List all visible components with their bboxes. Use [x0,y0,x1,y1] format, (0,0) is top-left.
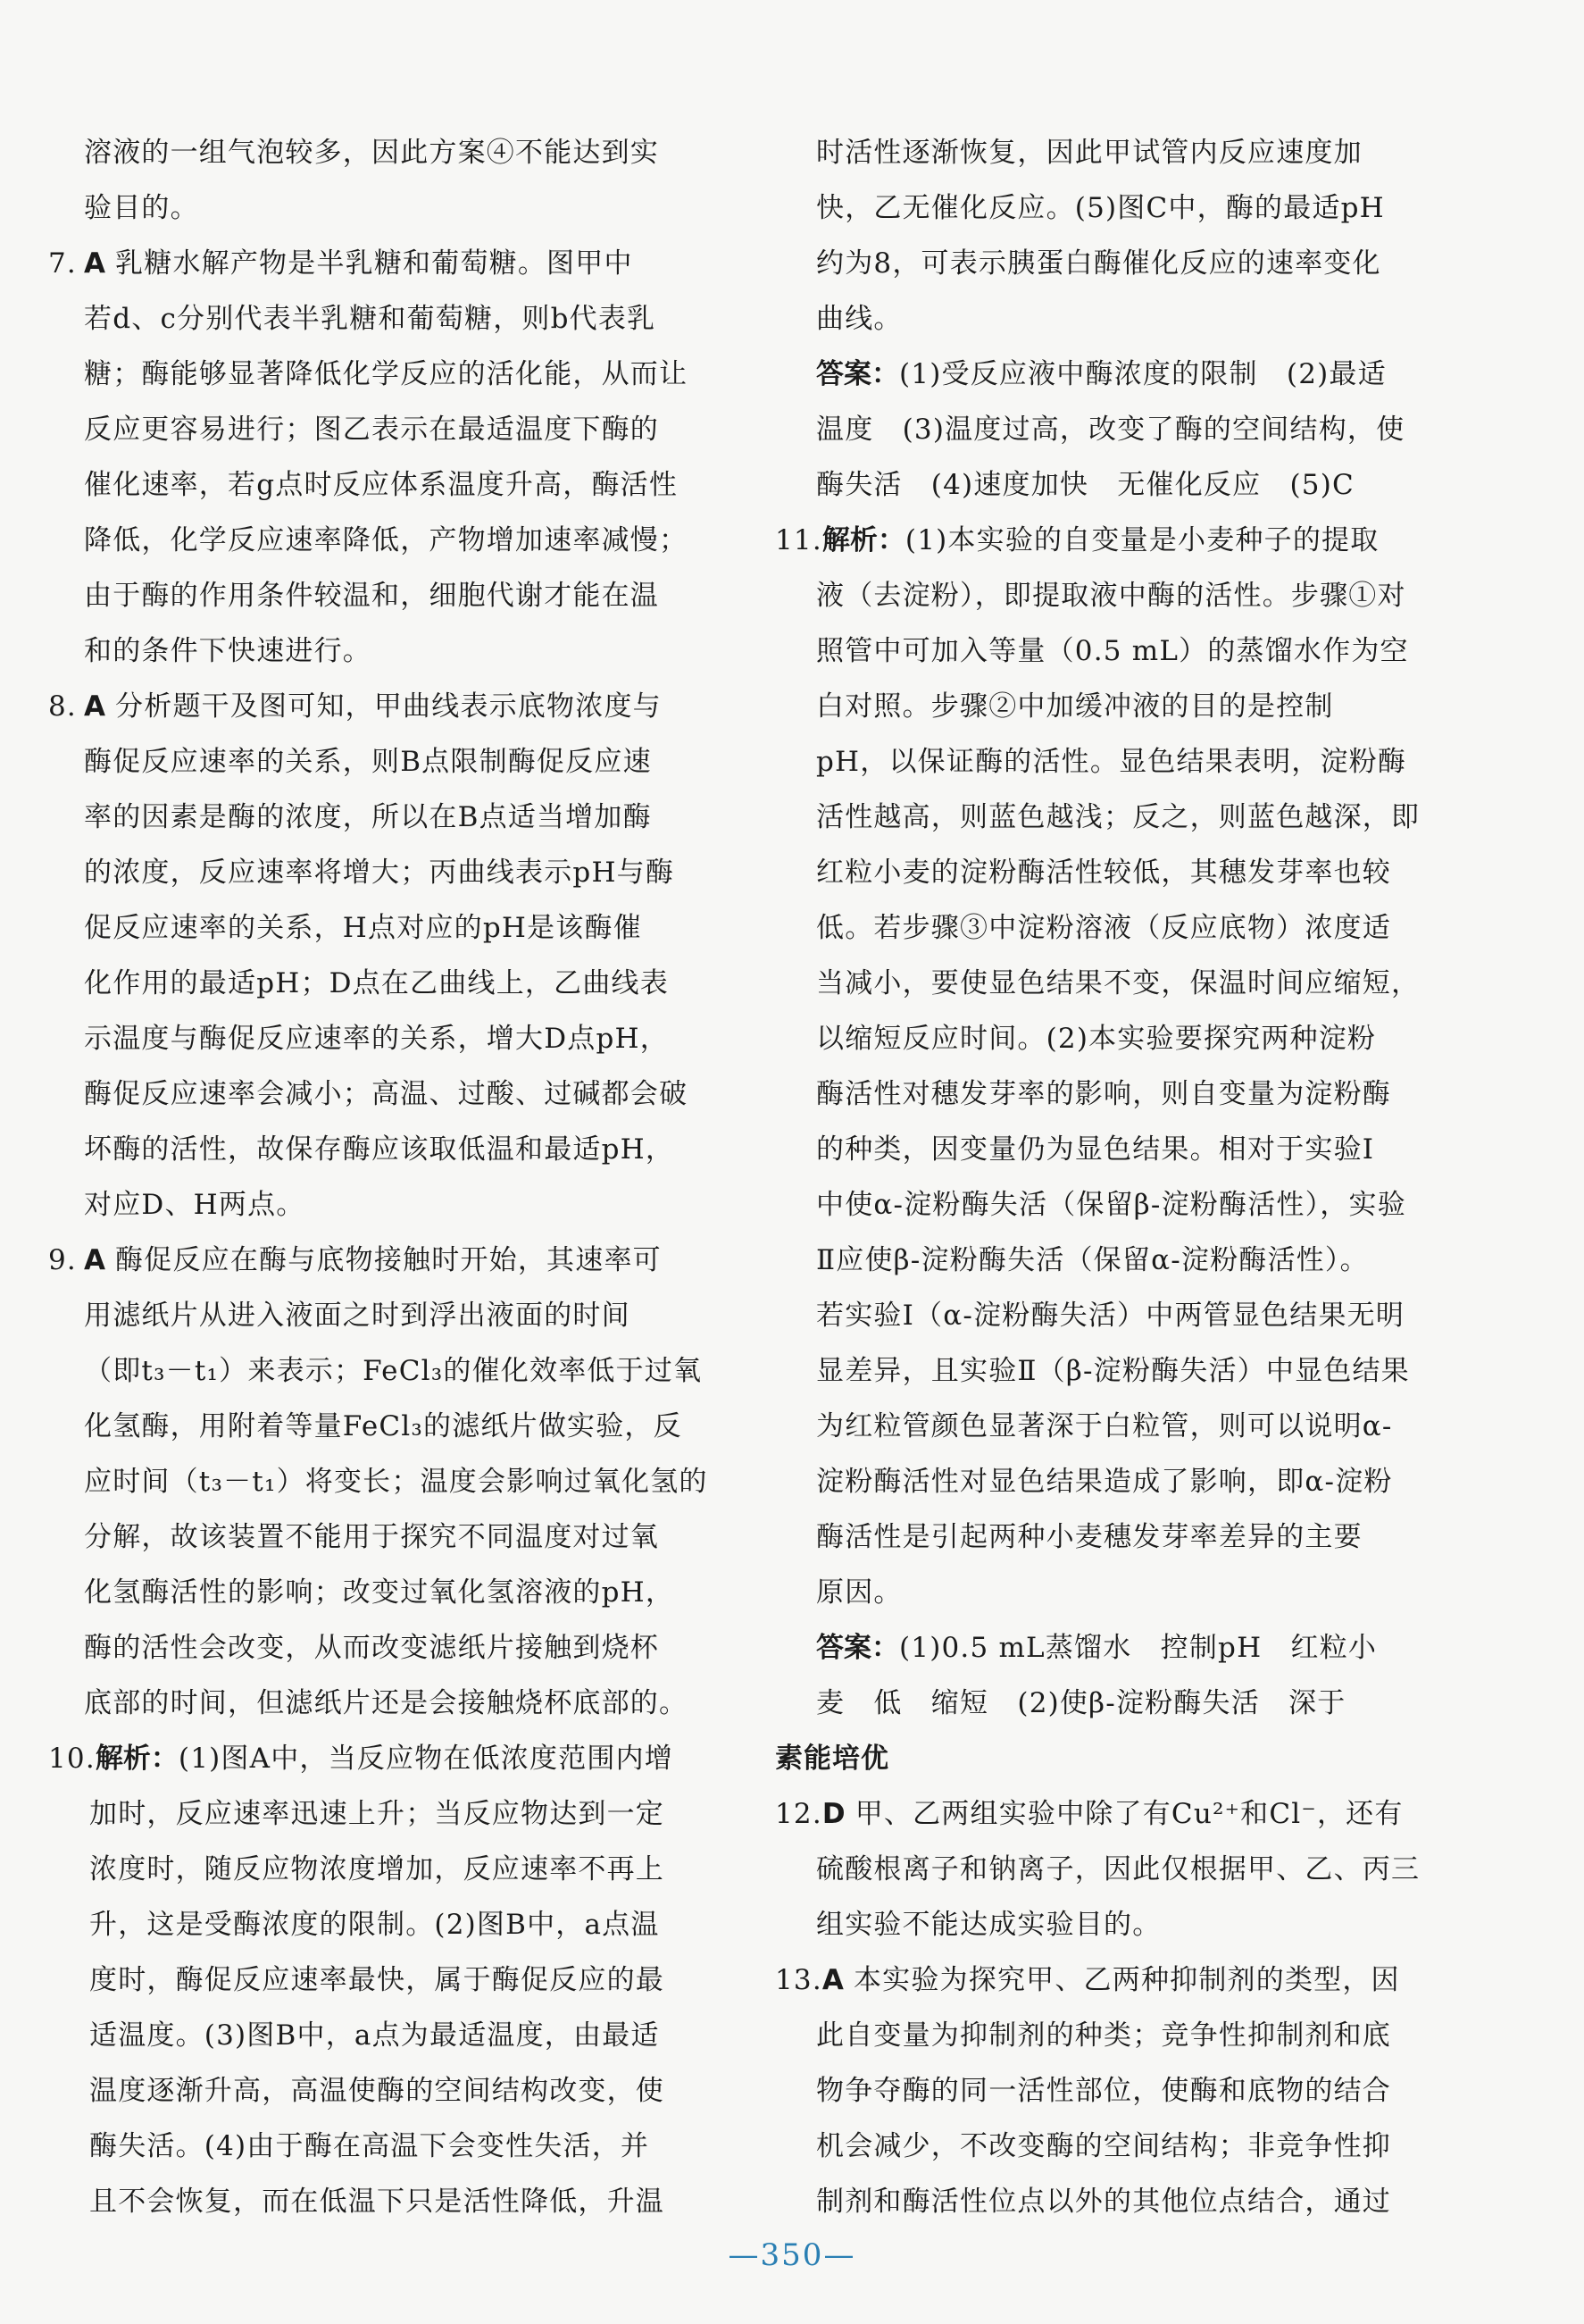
text-line [48,291,673,347]
text-line [775,2008,1400,2063]
line-text: 促反应速率的关系，H点对应的pH是该酶催 [84,912,642,944]
text-line [48,1454,708,1509]
line-text: 曲线。 [816,303,903,335]
line-text: 酶失活 (4)速度加快 无催化反应 (5)C [816,469,1355,501]
line-text: 硫酸根离子和钠离子，因此仅根据甲、乙、丙三 [816,1853,1421,1885]
text-line [775,568,1406,623]
line-text: 的浓度，反应速率将增大；丙曲线表示pH与酶 [84,857,675,889]
heading-text: 素能培优 [775,1743,889,1775]
line-text: 以缩短反应时间。(2)本实验要探究两种淀粉 [816,1023,1377,1055]
text-line [775,734,1407,790]
answer-label: 答案： [816,358,899,390]
line-text: 约为8，可表示胰蛋白酶催化反应的速率变化 [816,247,1381,280]
text-line [48,1897,673,1952]
text-line [775,1011,1400,1066]
line-text: 照管中可加入等量（0.5 mL）的蒸馏水作为空 [816,635,1409,667]
text-line [48,513,688,568]
line-text: 机会减少，不改变酶的空间结构；非竞争性抑 [816,2130,1391,2162]
line-text: Ⅱ应使β-淀粉酶失活（保留α-淀粉酶活性）。 [816,1244,1369,1276]
line-text: 若实验Ⅰ（α-淀粉酶失活）中两管显色结果无明 [816,1300,1405,1332]
text-line [48,402,673,457]
text-line [775,291,1400,347]
text-line [775,1177,1406,1233]
line-text: 用滤纸片从进入液面之时到浮出液面的时间 [84,1300,630,1332]
answer-choice: A [821,1964,844,1996]
line-text: 浓度时，随反应物浓度增加，反应速率不再上 [89,1853,664,1885]
text-line [775,2174,1400,2229]
text-line [48,2063,673,2119]
text-line [775,125,1400,180]
line-text: 酶促反应速率会减小；高温、过酸、过碱都会破 [84,1078,688,1110]
line-text: 和的条件下快速进行。 [84,635,371,667]
text-line [775,845,1400,900]
text-line [48,1509,673,1565]
line-text: (1)本实验的自变量是小麦种子的提取 [905,524,1380,556]
line-text: 中使α-淀粉酶失活（保留β-淀粉酶活性），实验 [816,1189,1406,1221]
line-text: 酶的活性会改变，从而改变滤纸片接触到烧杯 [84,1632,659,1664]
text-line [48,1066,688,1122]
text-line [48,623,673,679]
text-line [775,1399,1400,1454]
line-text: 验目的。 [84,192,199,224]
text-line [48,457,679,513]
line-text: 液（去淀粉），即提取液中酶的活性。步骤①对 [816,580,1406,612]
line-text: 底部的时间，但滤纸片还是会接触烧杯底部的。 [84,1687,688,1719]
line-text: 升，这是受酶浓度的限制。(2)图B中，a点温 [89,1909,660,1941]
text-line [775,2119,1400,2174]
line-text: 白对照。步骤②中加缓冲液的目的是控制 [816,690,1334,723]
section-heading [775,1731,1400,1786]
text-line [48,1122,673,1177]
line-text: 若d、c分别代表半乳糖和葡萄糖，则b代表乳 [84,303,656,335]
text-line [775,1066,1400,1122]
question-start-line [48,236,673,291]
text-line [48,734,673,790]
question-number: 10. [48,1743,96,1775]
line-text: 率的因素是酶的浓度，所以在B点适当增加酶 [84,801,652,833]
text-line [48,1177,673,1233]
line-text: 的种类，因变量仍为显色结果。相对于实验Ⅰ [816,1133,1375,1166]
left-column [48,125,708,2229]
line-text: 为红粒管颜色显著深于白粒管，则可以说明α- [816,1410,1393,1442]
text-line [48,1952,673,2008]
answer-choice: D [821,1798,846,1830]
question-number: 9. [48,1244,77,1276]
line-text: 糖；酶能够显著降低化学反应的活化能，从而让 [84,358,688,390]
line-text: 红粒小麦的淀粉酶活性较低，其穗发芽率也较 [816,857,1391,889]
text-line [775,790,1421,845]
question-number: 11. [775,524,822,556]
text-line [48,180,673,236]
line-text: 溶液的一组气泡较多，因此方案④不能达到实 [84,137,659,169]
line-text: pH，以保证酶的活性。显色结果表明，淀粉酶 [816,746,1407,778]
line-text: 由于酶的作用条件较温和，细胞代谢才能在温 [84,580,659,612]
line-text: 示温度与酶促反应速率的关系，增大D点pH， [84,1023,669,1055]
text-line [48,2008,673,2063]
line-text: 低。若步骤③中淀粉溶液（反应底物）浓度适 [816,912,1391,944]
line-text: (1)图A中，当反应物在低浓度范围内增 [178,1743,674,1775]
line-text: 化氢酶，用附着等量FeCl₃的滤纸片做实验，反 [84,1410,682,1442]
text-line [775,900,1400,956]
text-line [775,956,1421,1011]
line-text: 坏酶的活性，故保存酶应该取低温和最适pH， [84,1133,675,1166]
line-text: 适温度。(3)图B中，a点为最适温度，由最适 [89,2019,660,2052]
text-line [775,2063,1400,2119]
text-line [48,956,673,1011]
question-number: 13. [775,1964,822,1996]
line-text: 应时间（t₃－t₁）将变长；温度会影响过氧化氢的 [84,1466,708,1498]
text-line [775,1676,1400,1731]
text-line [48,845,673,900]
text-line [48,1343,703,1399]
line-text: 甲、乙两组实验中除了有Cu²⁺和Cl⁻，还有 [845,1798,1404,1830]
answer-choice: A [84,1244,105,1276]
line-text: 分解，故该装置不能用于探究不同温度对过氧 [84,1521,659,1553]
line-text: 度时，酶促反应速率最快，属于酶促反应的最 [89,1964,664,1996]
line-text: 且不会恢复，而在低温下只是活性降低，升温 [89,2186,664,2218]
line-text: 淀粉酶活性对显色结果造成了影响，即α-淀粉 [816,1466,1393,1498]
text-line [48,568,673,623]
right-column [775,125,1421,2229]
text-line [775,402,1405,457]
line-text: 降低，化学反应速率降低，产物增加速率减慢； [84,524,688,556]
line-text: 活性越高，则蓝色越浅；反之，则蓝色越深，即 [816,801,1421,833]
line-text: 酶促反应速率的关系，则B点限制酶促反应速 [84,746,652,778]
text-line [775,1454,1400,1509]
text-line [48,125,673,180]
line-text: (1)受反应液中酶浓度的限制 (2)最适 [899,358,1387,390]
text-line [48,347,688,402]
line-text: 催化速率，若g点时反应体系温度升高，酶活性 [84,469,679,501]
text-line [775,1122,1400,1177]
line-text: 快，乙无催化反应。(5)图C中，酶的最适pH [816,192,1385,224]
page-number: —350— [728,2237,856,2273]
line-text: 此自变量为抑制剂的种类；竞争性抑制剂和底 [816,2019,1391,2052]
text-line [775,1620,1400,1676]
line-text: 酶促反应在酶与底物接触时开始，其速率可 [105,1244,662,1276]
line-text: 制剂和酶活性位点以外的其他位点结合，通过 [816,2186,1391,2218]
line-text: 物争夺酶的同一活性部位，使酶和底物的结合 [816,2075,1391,2107]
line-text: 分析题干及图可知，甲曲线表示底物浓度与 [105,690,662,723]
line-text: 酶失活。(4)由于酶在高温下会变性失活，并 [89,2130,650,2162]
text-line [775,180,1400,236]
line-text: 温度逐渐升高，高温使酶的空间结构改变，使 [89,2075,664,2107]
line-text: 加时，反应速率迅速上升；当反应物达到一定 [89,1798,664,1830]
question-start-line [48,1233,673,1288]
line-text: 麦 低 缩短 (2)使β-淀粉酶失活 深于 [816,1687,1346,1719]
question-number: 7. [48,247,77,280]
text-line [775,347,1400,402]
text-line [48,1565,673,1620]
text-line [48,1786,673,1842]
text-line [775,1842,1421,1897]
question-start-line [775,1952,1400,2008]
line-text: 对应D、H两点。 [84,1189,305,1221]
text-line [48,1842,673,1897]
question-number: 8. [48,690,77,723]
line-text: 反应更容易进行；图乙表示在最适温度下酶的 [84,414,659,446]
answer-label: 答案： [816,1632,899,1664]
text-line [775,1509,1400,1565]
text-line [775,1565,1400,1620]
question-start-line [48,1731,673,1786]
text-line [775,1233,1400,1288]
line-text: （即t₃－t₁）来表示；FeCl₃的催化效率低于过氧 [84,1355,703,1387]
text-line [48,900,673,956]
line-text: 当减小，要使显色结果不变，保温时间应缩短， [816,967,1421,999]
text-line [48,1399,682,1454]
question-number: 12. [775,1798,822,1830]
question-start-line [48,679,673,734]
question-start-line [775,513,1400,568]
text-line [48,1011,673,1066]
text-line [775,236,1400,291]
line-text: 酶活性对穗发芽率的影响，则自变量为淀粉酶 [816,1078,1391,1110]
line-text: 酶活性是引起两种小麦穗发芽率差异的主要 [816,1521,1363,1553]
text-line [775,1288,1405,1343]
line-text: 乳糖水解产物是半乳糖和葡萄糖。图甲中 [105,247,633,280]
line-text: 本实验为探究甲、乙两种抑制剂的类型，因 [843,1964,1400,1996]
analysis-label: 解析： [821,524,905,556]
text-line [775,623,1409,679]
text-line [775,1897,1400,1952]
line-text: 化氢酶活性的影响；改变过氧化氢溶液的pH， [84,1576,675,1609]
analysis-label: 解析： [95,1743,179,1775]
line-text: 显差异，且实验Ⅱ（β-淀粉酶失活）中显色结果 [816,1355,1410,1387]
answer-choice: A [84,247,105,280]
line-text: 温度 (3)温度过高，改变了酶的空间结构，使 [816,414,1405,446]
answer-choice: A [84,690,105,723]
line-text: 化作用的最适pH；D点在乙曲线上，乙曲线表 [84,967,669,999]
text-line [775,457,1400,513]
line-text: (1)0.5 mL蒸馏水 控制pH 红粒小 [899,1632,1378,1664]
text-line [775,1343,1410,1399]
text-line [48,1620,673,1676]
line-text: 组实验不能达成实验目的。 [816,1909,1162,1941]
text-line [48,2174,673,2229]
line-text: 时活性逐渐恢复，因此甲试管内反应速度加 [816,137,1363,169]
question-start-line [775,1786,1404,1842]
text-line [48,2119,673,2174]
line-text: 原因。 [816,1576,903,1609]
text-line [48,1676,688,1731]
text-line [48,1288,673,1343]
text-line [775,679,1400,734]
text-line [48,790,673,845]
